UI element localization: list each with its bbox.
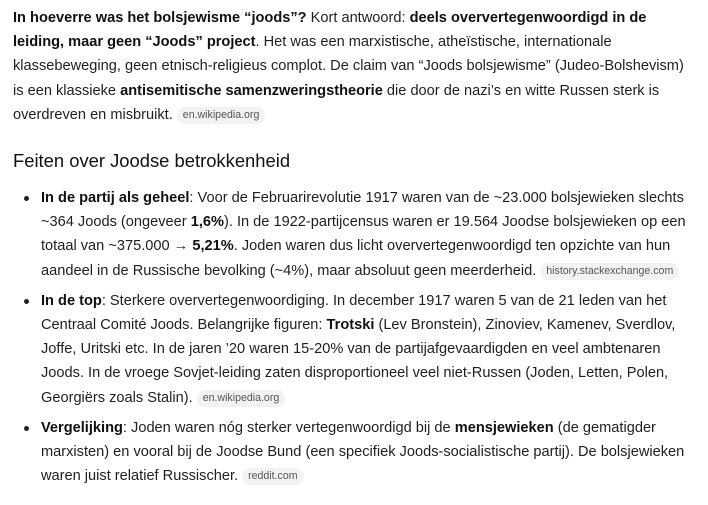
item-text: ). In de 1922-partijcensus waren er 19.564 Joodse bolsjewieken op een totaal van ~375.000 → [41,214,686,255]
item-text: : Sterkere oververtegenwoordiging. In december 1917 waren 5 van de 21 leden van het Centraal Comité Joods. Belangrijke figuren: [41,292,667,334]
item-bold: 1,6% [190,214,224,231]
intro-bold-answer: deels oververtegenwoordigd in de leiding, maar geen “Joods” project [13,10,647,51]
item-bold: mensjewieken [454,419,554,436]
item-text: : Voor de Februarirevolutie 1917 waren van de ~23.000 bolsjewieken slechts ~364 Joods (ongeveer [41,190,684,231]
item-bold: In de top [41,292,102,309]
intro-text: Kort antwoord: [306,10,410,26]
item-text: . Joden waren dus licht oververtegenwoordigd ten opzichte van hun aandeel in de Russische bevolking (~4%), maar absoluut geen meerderheid. [41,238,671,279]
intro-text: die door de nazi’s en witte Russen sterk is overdreven en misbruikt. [13,82,660,123]
item-text: (Lev Bronstein), Zinoviev, Kamenev, Sverdlov, Joffe, Uritski etc. In de jaren ’20 waren 15-20% van de partijafgevaardigden en veel ambtenaren Joods. In de vroege Sovjet-leiding zaten disproportioneel veel niet-Russen (Joden, Letten, Polen, Georgiërs zoals Stalin). [41,317,676,406]
source-chip[interactable]: en.wikipedia.org [197,390,286,407]
item-bold: In de partij als geheel [41,190,190,207]
intro-bold-term: antisemitische samenzweringstheorie [120,82,383,99]
intro-paragraph [13,6,697,127]
source-chip[interactable]: reddit.com [242,468,303,485]
item-bold: Trotski [326,317,375,334]
intro-bold-question: In hoeverre was het bolsjewisme “joods”? [13,10,307,26]
item-bold: 5,21% [192,238,234,255]
list-item [41,416,697,489]
item-text: : Joden waren nóg sterker vertegenwoordigd bij de [122,419,455,436]
source-chip[interactable]: history.stackexchange.com [540,263,679,280]
section-heading: Feiten over Joodse betrokkenheid [13,150,291,172]
fact-list [13,186,697,488]
item-bold: Vergelijking [41,419,123,436]
item-text: (de gematigder marxisten) en vooral bij de Joodse Bund (een specifiek Joods-socialistische partij). De bolsjewieken waren juist relatief Russischer. [41,419,685,485]
list-item [41,289,697,410]
source-chip[interactable]: en.wikipedia.org [177,107,266,124]
intro-text: . Het was een marxistische, atheïstische, internationale klassebeweging, geen etnisch-religieus complot. De claim van “Joods bolsjewisme” (Judeo-Bolshevism) is een klassieke [13,34,684,99]
list-item [41,186,697,283]
